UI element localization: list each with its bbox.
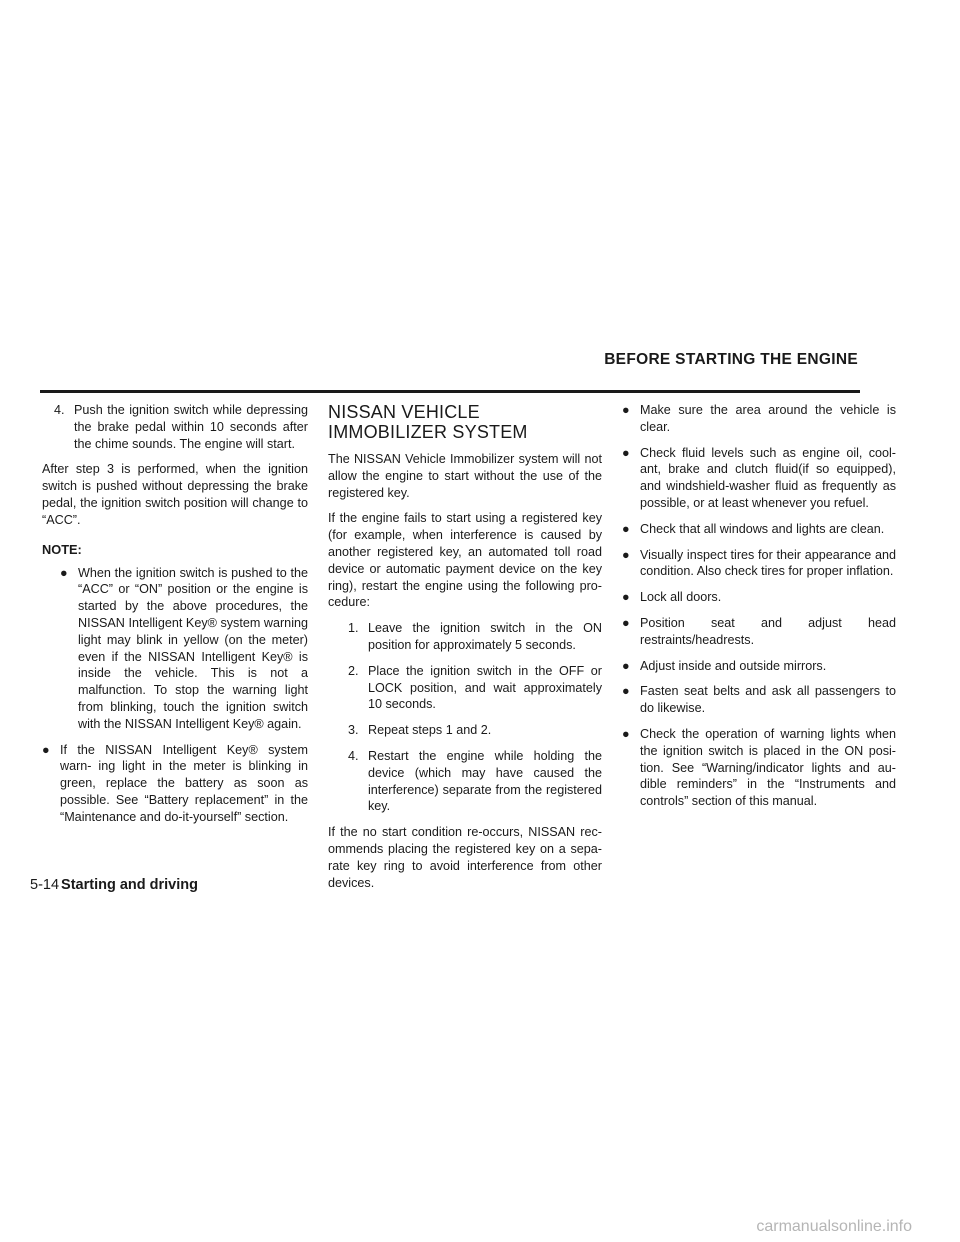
step-number: 4.: [348, 748, 359, 763]
bullet-icon: ●: [622, 658, 630, 673]
bullet-icon: ●: [622, 547, 630, 562]
bullet-icon: ●: [60, 565, 68, 580]
bullet-text: If the NISSAN Intelligent Key® system warn- ing light in the meter is blinking in green, replace the battery as soon as possible. See “Battery replacement” in the “Maintenance and do-it-yourself” section.: [60, 742, 308, 824]
checklist-item: [622, 589, 896, 606]
checklist-item: [622, 521, 896, 538]
paragraph-acc: After step 3 is performed, when the ignition switch is pushed without depressing the brake pedal, the ignition switch position will change to “ACC”.: [42, 462, 308, 527]
bullet-text: When the ignition switch is pushed to the “ACC” or “ON” position or the engine is started by the above procedures, the NISSAN Intelligent Key® system warning light may blink in yellow (on the meter) even if the NISSAN Intelligent Key® is inside the vehicle. This is not a malfunction. To stop the warning light from blinking, touch the ignition switch with the NISSAN Intelligent Key® again.: [78, 565, 308, 731]
bullet-icon: ●: [622, 726, 630, 741]
step-text: Place the ignition switch in the OFF or LOCK position, and wait approximately 10 seconds.: [368, 663, 602, 712]
procedure-step-3: [328, 722, 602, 739]
note-bullet-2: [42, 742, 308, 826]
checklist-item: [622, 658, 896, 675]
step-text: Leave the ignition switch in the ON position for approximately 5 seconds.: [368, 621, 602, 652]
paragraph-recurs: If the no start condition re-occurs, NISSAN rec- ommends placing the registered key on a sepa- rate key ring to avoid interference from other devices.: [328, 825, 602, 890]
bullet-text: Lock all doors.: [640, 590, 722, 605]
bullet-text: Check the operation of warning lights when the ignition switch is placed in the ON posi- tion. See “Warning/indicator lights and au- dible reminders” in the “Instruments and controls” section of this manual.: [640, 726, 896, 809]
step-text: Repeat steps 1 and 2.: [368, 723, 492, 738]
bullet-text: Position seat and adjust head restraints/headrests.: [640, 615, 896, 647]
step-number: 1.: [348, 621, 359, 636]
checklist-item: [622, 402, 896, 436]
column-2: [328, 402, 602, 900]
step-text: Push the ignition switch while depressing the brake pedal within 10 seconds after the chime sounds. The engine will start.: [74, 403, 308, 451]
step-number: 2.: [348, 663, 359, 678]
bullet-icon: ●: [622, 590, 630, 605]
bullet-text: Visually inspect tires for their appearance and condition. Also check tires for proper inflation.: [640, 547, 896, 579]
column-1: [42, 402, 308, 835]
procedure-step-4: [328, 748, 602, 815]
procedure-step-1: [328, 620, 602, 654]
bullet-text: Fasten seat belts and ask all passengers to do likewise.: [640, 684, 896, 716]
procedure-step-2: [328, 663, 602, 713]
step-number: 4.: [54, 403, 65, 417]
header-rule: [40, 390, 860, 393]
step-number: 3.: [348, 723, 359, 738]
bullet-text: Check fluid levels such as engine oil, cool- ant, brake and clutch fluid(if so equipped), and windshield-washer fluid as frequently as possible, or at least whenever you refuel.: [640, 445, 896, 510]
checklist-item: [622, 726, 896, 810]
bullet-icon: ●: [622, 445, 630, 460]
bullet-icon: ●: [622, 403, 630, 417]
section-title: NISSAN VEHICLE IMMOBILIZER SYSTEM: [328, 402, 528, 442]
note-bullet-1: [42, 565, 308, 733]
note-heading: NOTE:: [42, 541, 82, 557]
page-number: 5-14: [30, 877, 60, 893]
bullet-icon: ●: [622, 521, 630, 536]
step-text: Restart the engine while holding the device (which may have caused the interference) separate from the registered key.: [368, 748, 602, 814]
bullet-text: Adjust inside and outside mirrors.: [640, 658, 827, 673]
page-footer: [30, 877, 198, 893]
chapter-title: BEFORE STARTING THE ENGINE: [604, 351, 858, 368]
column-3: [622, 402, 896, 819]
paragraph-fails: If the engine fails to start using a registered key (for example, when interference is caused by another registered key, an automated toll road device or automatic payment device on the key ring), restart the engine using the following pro- cedure:: [328, 511, 602, 610]
checklist-item: [622, 615, 896, 649]
checklist-item: [622, 547, 896, 581]
bullet-text: Make sure the area around the vehicle is clear.: [640, 403, 896, 434]
footer-section-name: Starting and driving: [61, 877, 198, 893]
bullet-text: Check that all windows and lights are clean.: [640, 521, 885, 536]
checklist-item: [622, 683, 896, 717]
bullet-icon: ●: [42, 742, 50, 757]
paragraph-intro: The NISSAN Vehicle Immobilizer system will not allow the engine to start without the use of the registered key.: [328, 452, 602, 500]
watermark-link[interactable]: carmanualsonline.info: [756, 1218, 912, 1235]
bullet-icon: ●: [622, 684, 630, 699]
bullet-icon: ●: [622, 615, 630, 630]
checklist-item: [622, 445, 896, 512]
step-4: [42, 402, 308, 452]
